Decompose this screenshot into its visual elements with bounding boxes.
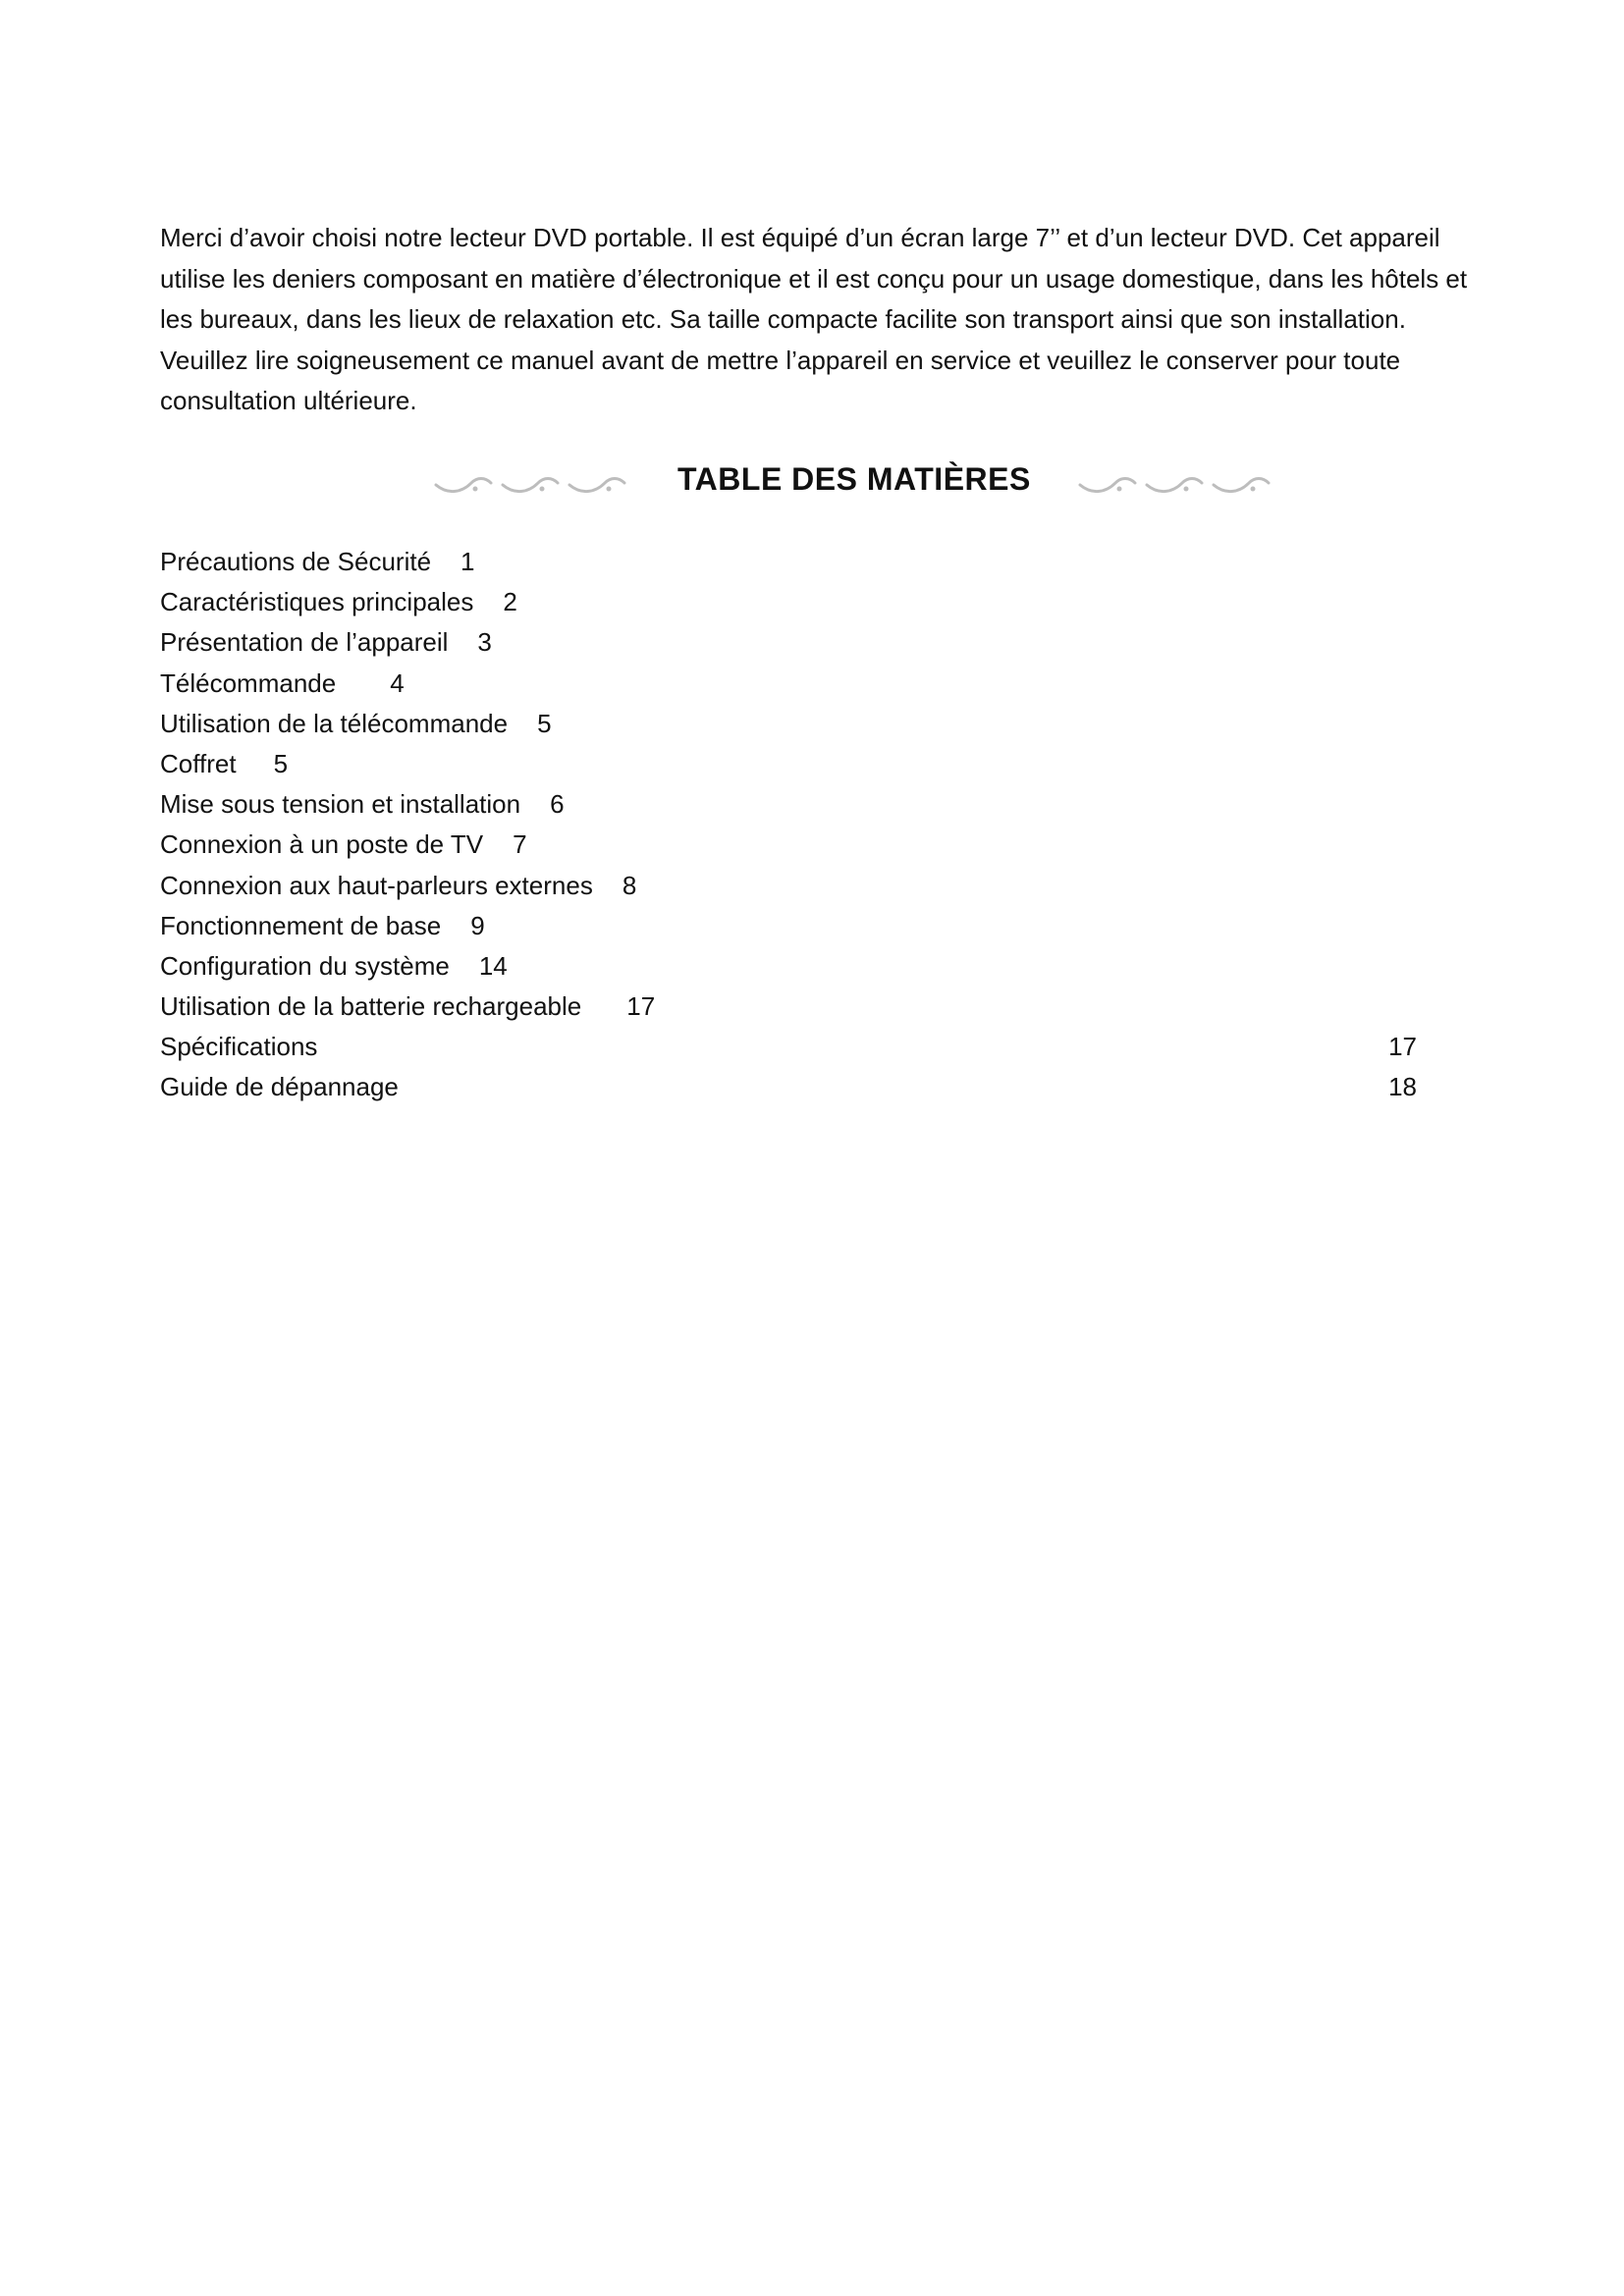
toc-entry-page: 1 [460,547,475,576]
toc-entry-page: 8 [622,870,637,900]
toc-entry-page: 14 [478,950,508,981]
toc-entry [160,622,1417,663]
toc-entry-label: Fonctionnement de base [160,910,442,940]
toc-entry-label: Présentation de l’appareil [160,627,449,658]
toc-entry-label: Utilisation de la télécommande [160,708,509,738]
intro-paragraph: Merci d’avoir choisi notre lecteur DVD portable. Il est équipé d’un écran large 7’’ et d’un lecteur DVD. Cet appareil utilise les deniers composant en matière d’électronique et il est conçu pour un usage domestique, dans les hôtels et les bureaux, dans les lieux de relaxation etc. Sa taille compacte facilite son transport ainsi que son installation. Veuillez lire soigneusement ce manuel avant de mettre l’appareil en service et veuillez le conserver pour toute consultation ultérieure. [160,223,1468,415]
toc-entry-page: 7 [513,829,527,860]
toc-entry-label: Guide de dépannage [160,1072,399,1102]
toc-entry [160,582,1417,622]
toc-entry-label: Précautions de Sécurité [160,547,432,576]
toc-entry-label: Coffret [160,748,237,778]
toc-entry [160,704,1417,744]
toc-entry-page: 5 [537,708,552,738]
toc-entry-page: 17 [1388,1032,1417,1062]
toc-entry-label: Caractéristiques principales [160,587,474,617]
toc-entry [160,1027,1417,1067]
toc-entry [160,542,1417,582]
toc-entry-label: Utilisation de la batterie rechargeable [160,991,582,1022]
toc-list [160,542,1417,1108]
toc-title: TABLE DES MATIÈRES [677,461,1031,497]
toc-entry-label: Spécifications [160,1032,318,1062]
toc-entry-page: 4 [390,667,405,698]
toc-entry [160,946,1417,987]
toc-entry-page: 2 [503,587,517,617]
toc-entry-page: 17 [626,991,656,1022]
toc-entry [160,906,1417,946]
toc-entry-label: Connexion aux haut-parleurs externes [160,870,593,900]
wave-ornament-icon [1076,463,1272,503]
toc-entry-page: 9 [470,910,485,940]
toc-entry [160,866,1417,906]
toc-entry-label: Mise sous tension et installation [160,789,521,820]
toc-entry-page: 3 [477,627,492,658]
toc-entry-page: 6 [550,789,565,820]
toc-entry-page: 5 [273,748,289,778]
toc-entry-label: Connexion à un poste de TV [160,829,484,860]
toc-entry [160,1067,1417,1107]
toc-heading [0,454,1624,512]
toc-entry-page: 18 [1388,1072,1417,1102]
toc-entry [160,987,1417,1027]
toc-entry [160,664,1417,704]
wave-ornament-icon [432,463,628,503]
toc-entry-label: Configuration du système [160,950,450,981]
toc-entry [160,825,1417,865]
toc-entry [160,744,1417,784]
toc-entry [160,784,1417,825]
toc-entry-label: Télécommande [160,667,337,698]
